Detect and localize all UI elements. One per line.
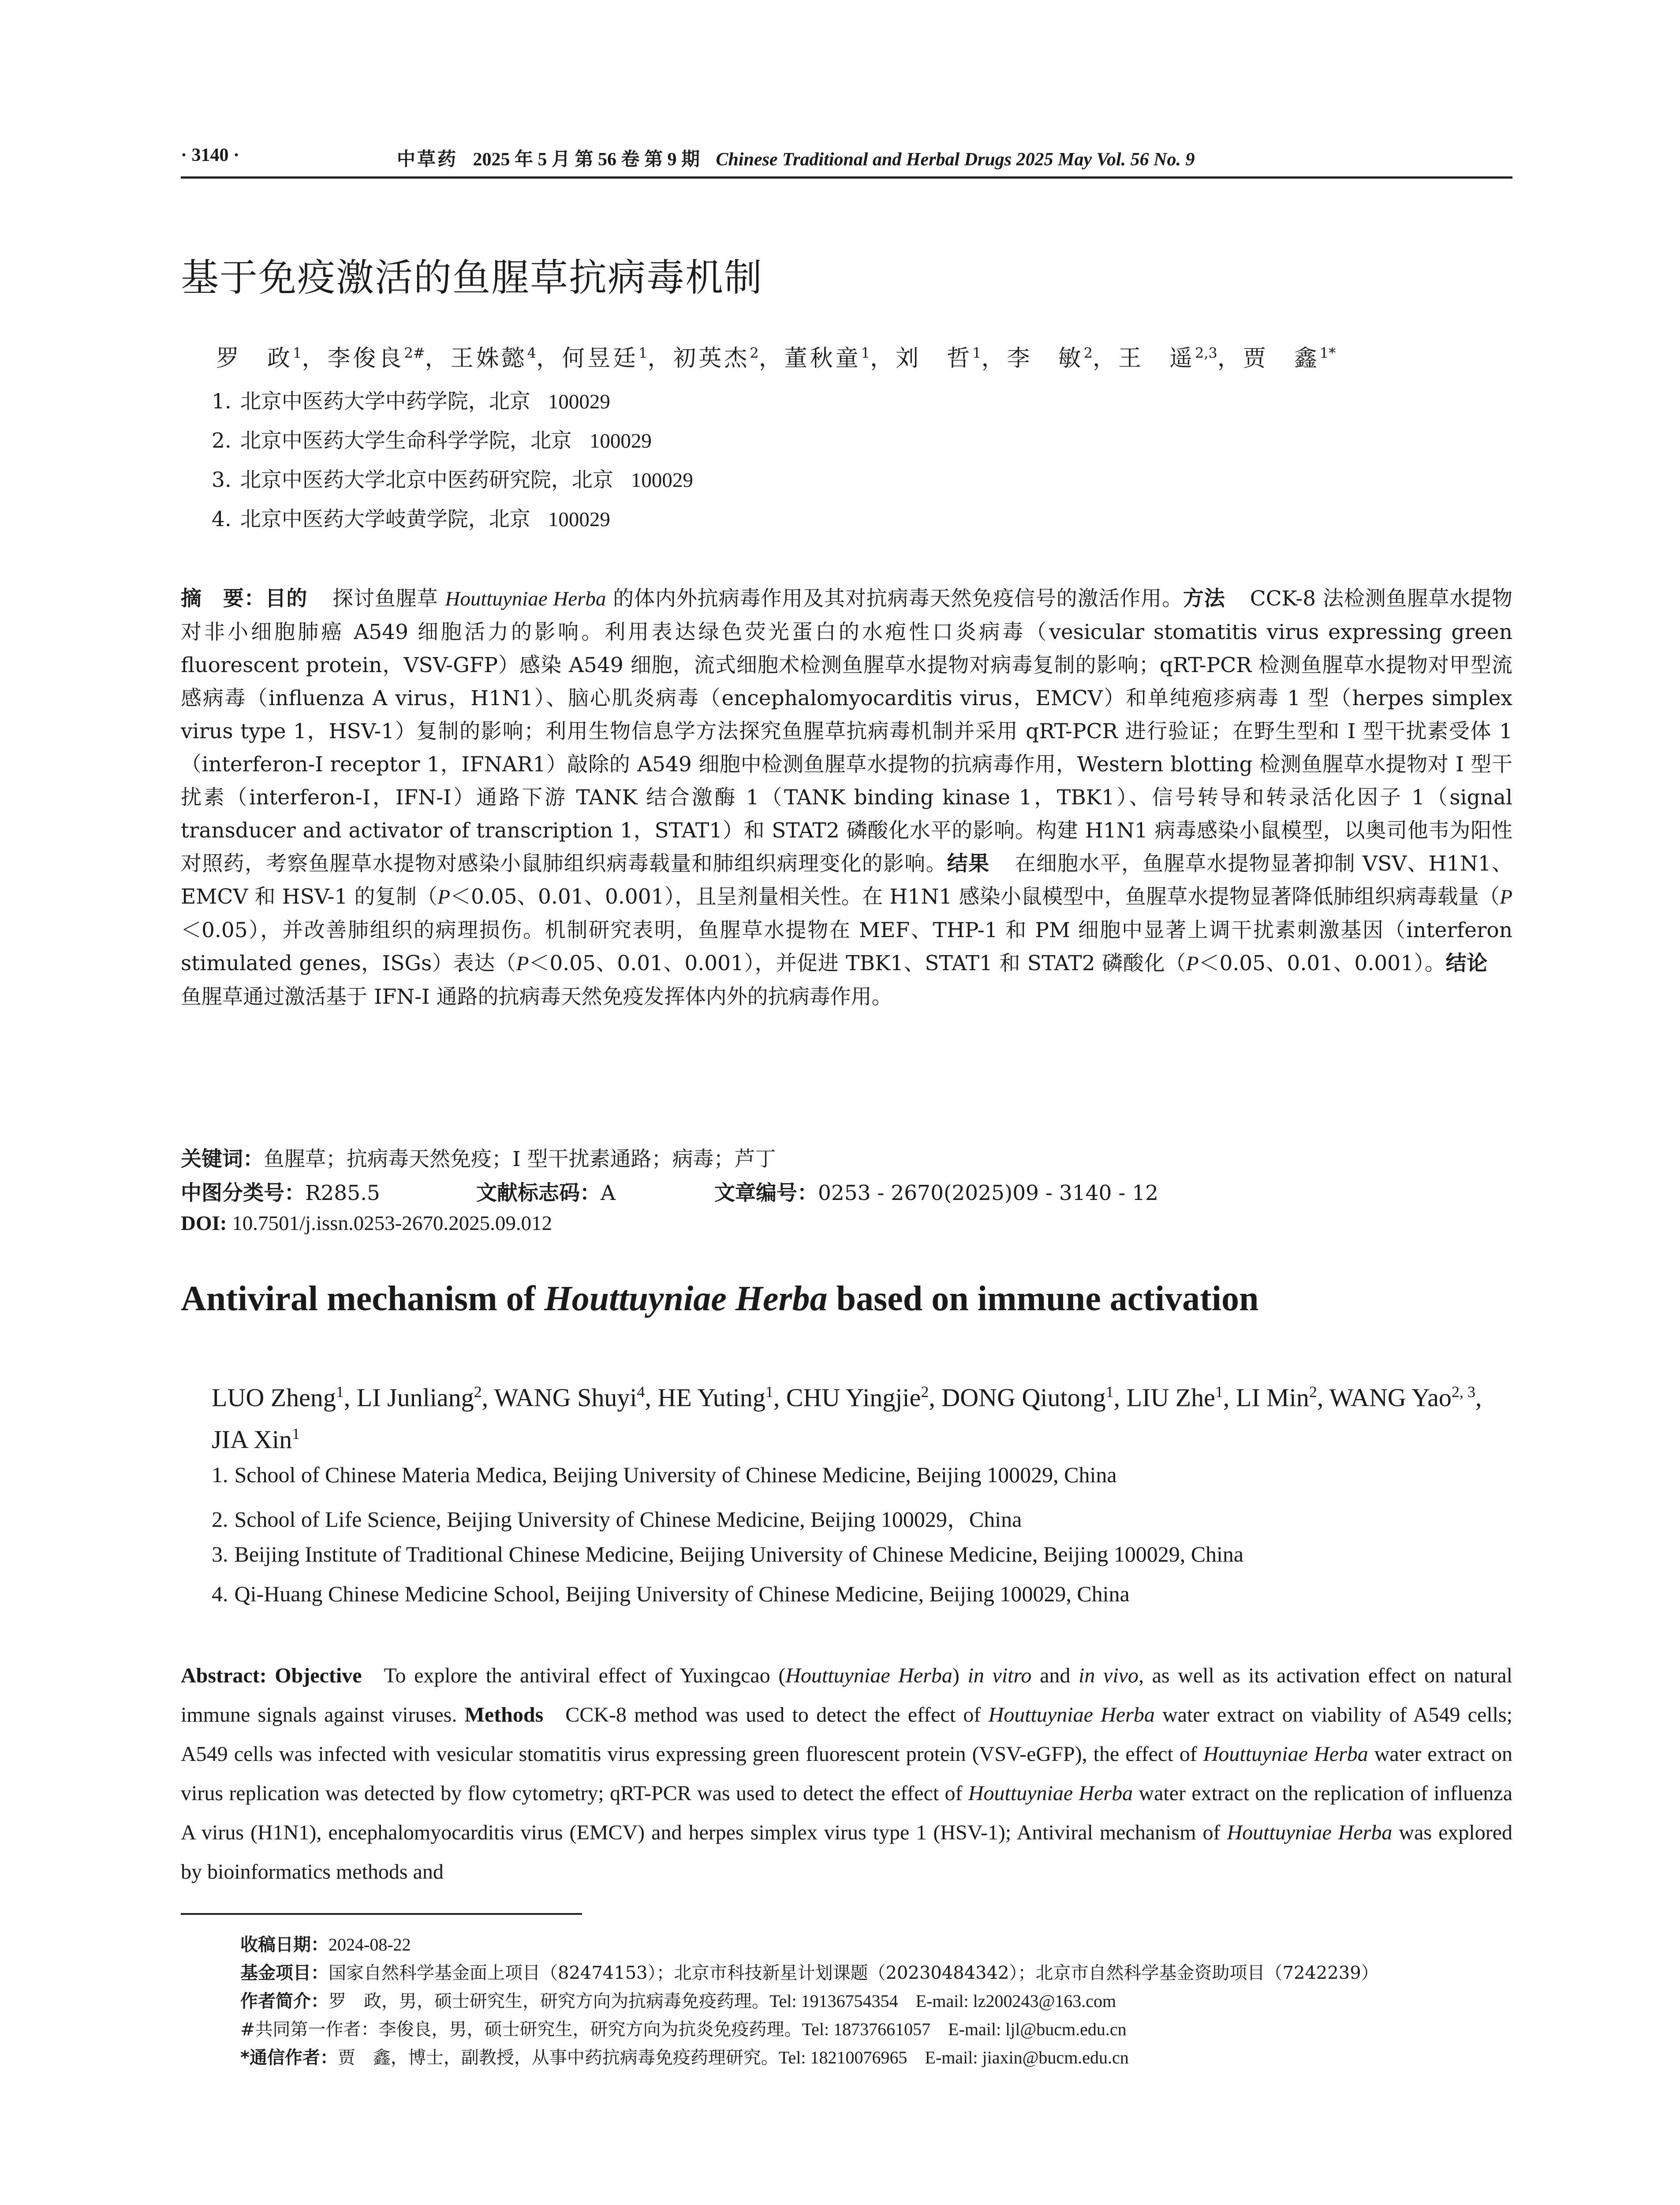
- author-separator: ,: [645, 1383, 658, 1412]
- author-affiliation-mark: 2: [1083, 344, 1093, 362]
- footnote-author-bio: 作者简介：罗 政，男，硕士研究生，研究方向为抗病毒免疫药理。Tel: 19136754354 E-mail: lz200243@163.com: [240, 1991, 1116, 2011]
- author-name-cn: 何昱廷: [561, 345, 638, 372]
- author-affiliation-mark: 2: [750, 344, 759, 362]
- author-affiliation-mark: 2,3: [1195, 344, 1217, 362]
- classification-line: 中图分类号：R285.5 文献标志码：A 文章编号：0253 - 2670(2025)09 - 3140 - 12: [181, 1181, 1159, 1205]
- author-affiliation-mark: 1: [336, 1383, 344, 1401]
- page-number: · 3140 ·: [181, 145, 240, 165]
- author-affiliation-mark: 2: [921, 1383, 929, 1401]
- author-name-en: WANG Yao: [1329, 1383, 1452, 1412]
- author-separator: ,: [1113, 1383, 1127, 1412]
- author-name-cn: 王姝懿: [450, 345, 527, 372]
- author-affiliation-mark: 1: [765, 1383, 773, 1401]
- journal-info: [397, 145, 1195, 171]
- author-affiliation-mark: 1: [292, 1425, 300, 1443]
- footnote-fund: 基金项目：国家自然科学基金面上项目（82474153）；北京市科技新星计划课题（20230484342）；北京市自然科学基金资助项目（7242239）: [240, 1963, 1379, 1983]
- author-name-cn: 王 遥: [1118, 345, 1195, 372]
- author-name-en: WANG Shuyi: [494, 1383, 637, 1412]
- affiliation-cn-2: 2. 北京中医药大学生命科学学院，北京 100029: [212, 429, 652, 453]
- author-separator: ,: [343, 1383, 357, 1412]
- author-name-en: LI Min: [1236, 1383, 1309, 1412]
- author-affiliation-mark: 1: [972, 344, 982, 362]
- affiliation-en-2: 2. School of Life Science, Beijing University of Chinese Medicine, Beijing 100029，China: [212, 1507, 1022, 1532]
- abstract-cn: 摘 要：目的 探讨鱼腥草 Houttuyniae Herba 的体内外抗病毒作用及其对抗病毒天然免疫信号的激活作用。方法 CCK-8 法检测鱼腥草水提物对非小细胞肺癌 A549 细胞活力的影响。利用表达绿色荧光蛋白的水疱性口炎病毒（vesicular stomatitis virus expressing green fluorescent protein，VSV-GFP）感染 A549 细胞，流式细胞术检测鱼腥草水提物对病毒复制的影响；qRT-PCR 检测鱼腥草水提物对甲型流感病毒（influenza A virus，H1N1）、脑心肌炎病毒（encephalomyocarditis virus，EMCV）和单纯疱疹病毒 1 型（herpes simplex virus type 1，HSV-1）复制的影响；利用生物信息学方法探究鱼腥草抗病毒机制并采用 qRT-PCR 进行验证；在野生型和 I 型干扰素受体 1（interferon-I receptor 1，IFNAR1）敲除的 A549 细胞中检测鱼腥草水提物的抗病毒作用，Western blotting 检测鱼腥草水提物对 I 型干扰素（interferon-I，IFN-I）通路下游 TANK 结合激酶 1（TANK binding kinase 1，TBK1）、信号转导和转录活化因子 1（signal transducer and activator of transcription 1，STAT1）和 STAT2 磷酸化水平的影响。构建 H1N1 病毒感染小鼠模型，以奥司他韦为阳性对照药，考察鱼腥草水提物对感染小鼠肺组织病毒载量和肺组织病理变化的影响。结果 在细胞水平，鱼腥草水提物显著抑制 VSV、H1N1、EMCV 和 HSV-1 的复制（P＜0.05、0.01、0.001），且呈剂量相关性。在 H1N1 感染小鼠模型中，鱼腥草水提物显著降低肺组织病毒载量（P＜0.05），并改善肺组织的病理损伤。机制研究表明，鱼腥草水提物在 MEF、THP-1 和 PM 细胞中显著上调干扰素刺激基因（interferon stimulated genes，ISGs）表达（P＜0.05、0.01、0.001），并促进 TBK1、STAT1 和 STAT2 磷酸化（P＜0.05、0.01、0.001）。结论鱼腥草通过激活基于 IFN-I 通路的抗病毒天然免疫发挥体内外的抗病毒作用。: [181, 587, 1512, 1009]
- objective-label: 目的: [265, 587, 308, 611]
- author-name-cn: 刘 哲: [896, 345, 973, 372]
- author-name-cn: 董秋童: [784, 345, 861, 372]
- author-affiliation-mark: 4: [527, 344, 536, 362]
- footnote-corresponding-author: *通信作者：贾 鑫，博士，副教授，从事中药抗病毒免疫药理研究。Tel: 18210076965 E-mail: jiaxin@bucm.edu.cn: [240, 2048, 1129, 2068]
- author-name-en: JIA Xin: [212, 1425, 292, 1454]
- author-name-cn: 初英杰: [673, 345, 750, 372]
- author-name-en: HE Yuting: [657, 1383, 765, 1412]
- running-head: [181, 141, 1512, 179]
- author-name-cn: 李 敏: [1007, 345, 1084, 372]
- author-name-cn: 罗 政: [216, 345, 293, 372]
- abstract-en: Abstract: Objective To explore the antiviral effect of Yuxingcao (Houttuyniae Herba) in vitro and in vivo, as well as its activation effect on natural immune signals against viruses. Methods CCK-8 method was used to detect the effect of Houttuyniae Herba water extract on viability of A549 cells; A549 cells was infected with vesicular stomatitis virus expressing green fluorescent protein (VSV-eGFP), the effect of Houttuyniae Herba water extract on virus replication was detected by flow cytometry; qRT-PCR was used to detect the effect of Houttuyniae Herba water extract on the replication of influenza A virus (H1N1), encephalomyocarditis virus (EMCV) and herpes simplex virus type 1 (HSV-1); Antiviral mechanism of Houttuyniae Herba was explored by bioinformatics methods and: [181, 1664, 1513, 1884]
- author-separator: ,: [482, 1383, 494, 1412]
- article-title-cn: 基于免疫激活的鱼腥草抗病毒机制: [181, 256, 763, 300]
- author-name-en: LIU Zhe: [1126, 1383, 1215, 1412]
- affiliation-en-1: 1. School of Chinese Materia Medica, Beijing University of Chinese Medicine, Beijing 100029, China: [212, 1462, 1117, 1487]
- author-name-en: LUO Zheng: [212, 1383, 336, 1412]
- author-separator: ,: [1223, 1383, 1236, 1412]
- methods-label-en: Methods: [464, 1703, 544, 1727]
- footnote-divider: [181, 1913, 582, 1915]
- author-affiliation-mark: 2: [474, 1383, 482, 1401]
- affiliation-cn-1: 1. 北京中医药大学中药学院，北京 100029: [212, 389, 610, 414]
- affiliation-en-4: 4. Qi-Huang Chinese Medicine School, Beijing University of Chinese Medicine, Beijing 100029, China: [212, 1581, 1130, 1606]
- author-separator: ,: [1475, 1383, 1482, 1412]
- journal-issue-cn: 2025 年 5 月 第 56 卷 第 9 期: [473, 149, 700, 170]
- article-title-en: Antiviral mechanism of Houttuyniae Herba based on immune activation: [181, 1279, 1259, 1318]
- abstract-objective-label-en: Abstract: Objective: [181, 1664, 362, 1687]
- author-name-en: CHU Yingjie: [786, 1383, 921, 1412]
- author-name-cn: 李俊良: [327, 345, 404, 372]
- latin-name: Houttuyniae Herba: [445, 587, 606, 610]
- author-name-en: DONG Qiutong: [941, 1383, 1106, 1412]
- author-list-en: [212, 1374, 1517, 1458]
- author-affiliation-mark: 2: [1309, 1383, 1317, 1401]
- journal-issue-en: Chinese Traditional and Herbal Drugs 2025 May Vol. 56 No. 9: [716, 149, 1195, 170]
- author-affiliation-mark: 1: [1215, 1383, 1223, 1401]
- author-separator: ,: [773, 1383, 786, 1412]
- author-name-en: LI Junliang: [356, 1383, 474, 1412]
- results-label: 结果: [947, 852, 990, 876]
- author-affiliation-mark: 1: [1105, 1383, 1114, 1401]
- author-affiliation-mark: 2#: [404, 344, 425, 362]
- methods-label: 方法: [1183, 587, 1225, 611]
- author-list-cn: 罗 政$^1$，李俊良$^{2\#}$，王姝懿$^4$，何昱廷$^1$，初英杰$^2$，董秋童$^1$，刘 哲$^1$，李 敏$^2$，王 遥$^{2,3}$，贾 鑫$^{1*}$: [216, 344, 1336, 372]
- author-affiliation-mark: 4: [637, 1383, 645, 1401]
- footnote-co-first-author: #共同第一作者：李俊良，男，硕士研究生，研究方向为抗炎免疫药理。Tel: 18737661057 E-mail: ljl@bucm.edu.cn: [240, 2019, 1127, 2040]
- footnote-received: 收稿日期：2024-08-22: [240, 1935, 411, 1955]
- doi-line[interactable]: DOI: 10.7501/j.issn.0253-2670.2025.09.012: [181, 1212, 553, 1235]
- conclusion-label: 结论: [1445, 951, 1488, 975]
- affiliation-cn-4: 4. 北京中医药大学岐黄学院，北京 100029: [212, 507, 610, 531]
- abstract-label: 摘 要：: [181, 587, 265, 611]
- author-separator: ,: [929, 1383, 942, 1412]
- author-separator: ,: [1317, 1383, 1329, 1412]
- affiliation-en-3: 3. Beijing Institute of Traditional Chinese Medicine, Beijing University of Chinese Medicine, Beijing 100029, China: [212, 1542, 1244, 1566]
- author-affiliation-mark: 1: [861, 344, 870, 362]
- author-affiliation-mark: 1: [638, 344, 648, 362]
- doi-value: 10.7501/j.issn.0253-2670.2025.09.012: [232, 1212, 553, 1235]
- keywords-cn: 关键词：鱼腥草；抗病毒天然免疫；I 型干扰素通路；病毒；芦丁: [181, 1147, 776, 1171]
- affiliation-cn-3: 3. 北京中医药大学北京中医药研究院，北京 100029: [212, 468, 693, 492]
- author-name-cn: 贾 鑫: [1243, 345, 1320, 372]
- author-affiliation-mark: 1*: [1319, 344, 1336, 362]
- journal-logo: 中草药: [397, 148, 458, 170]
- author-affiliation-mark: 2, 3: [1451, 1383, 1475, 1401]
- author-affiliation-mark: 1: [293, 344, 302, 362]
